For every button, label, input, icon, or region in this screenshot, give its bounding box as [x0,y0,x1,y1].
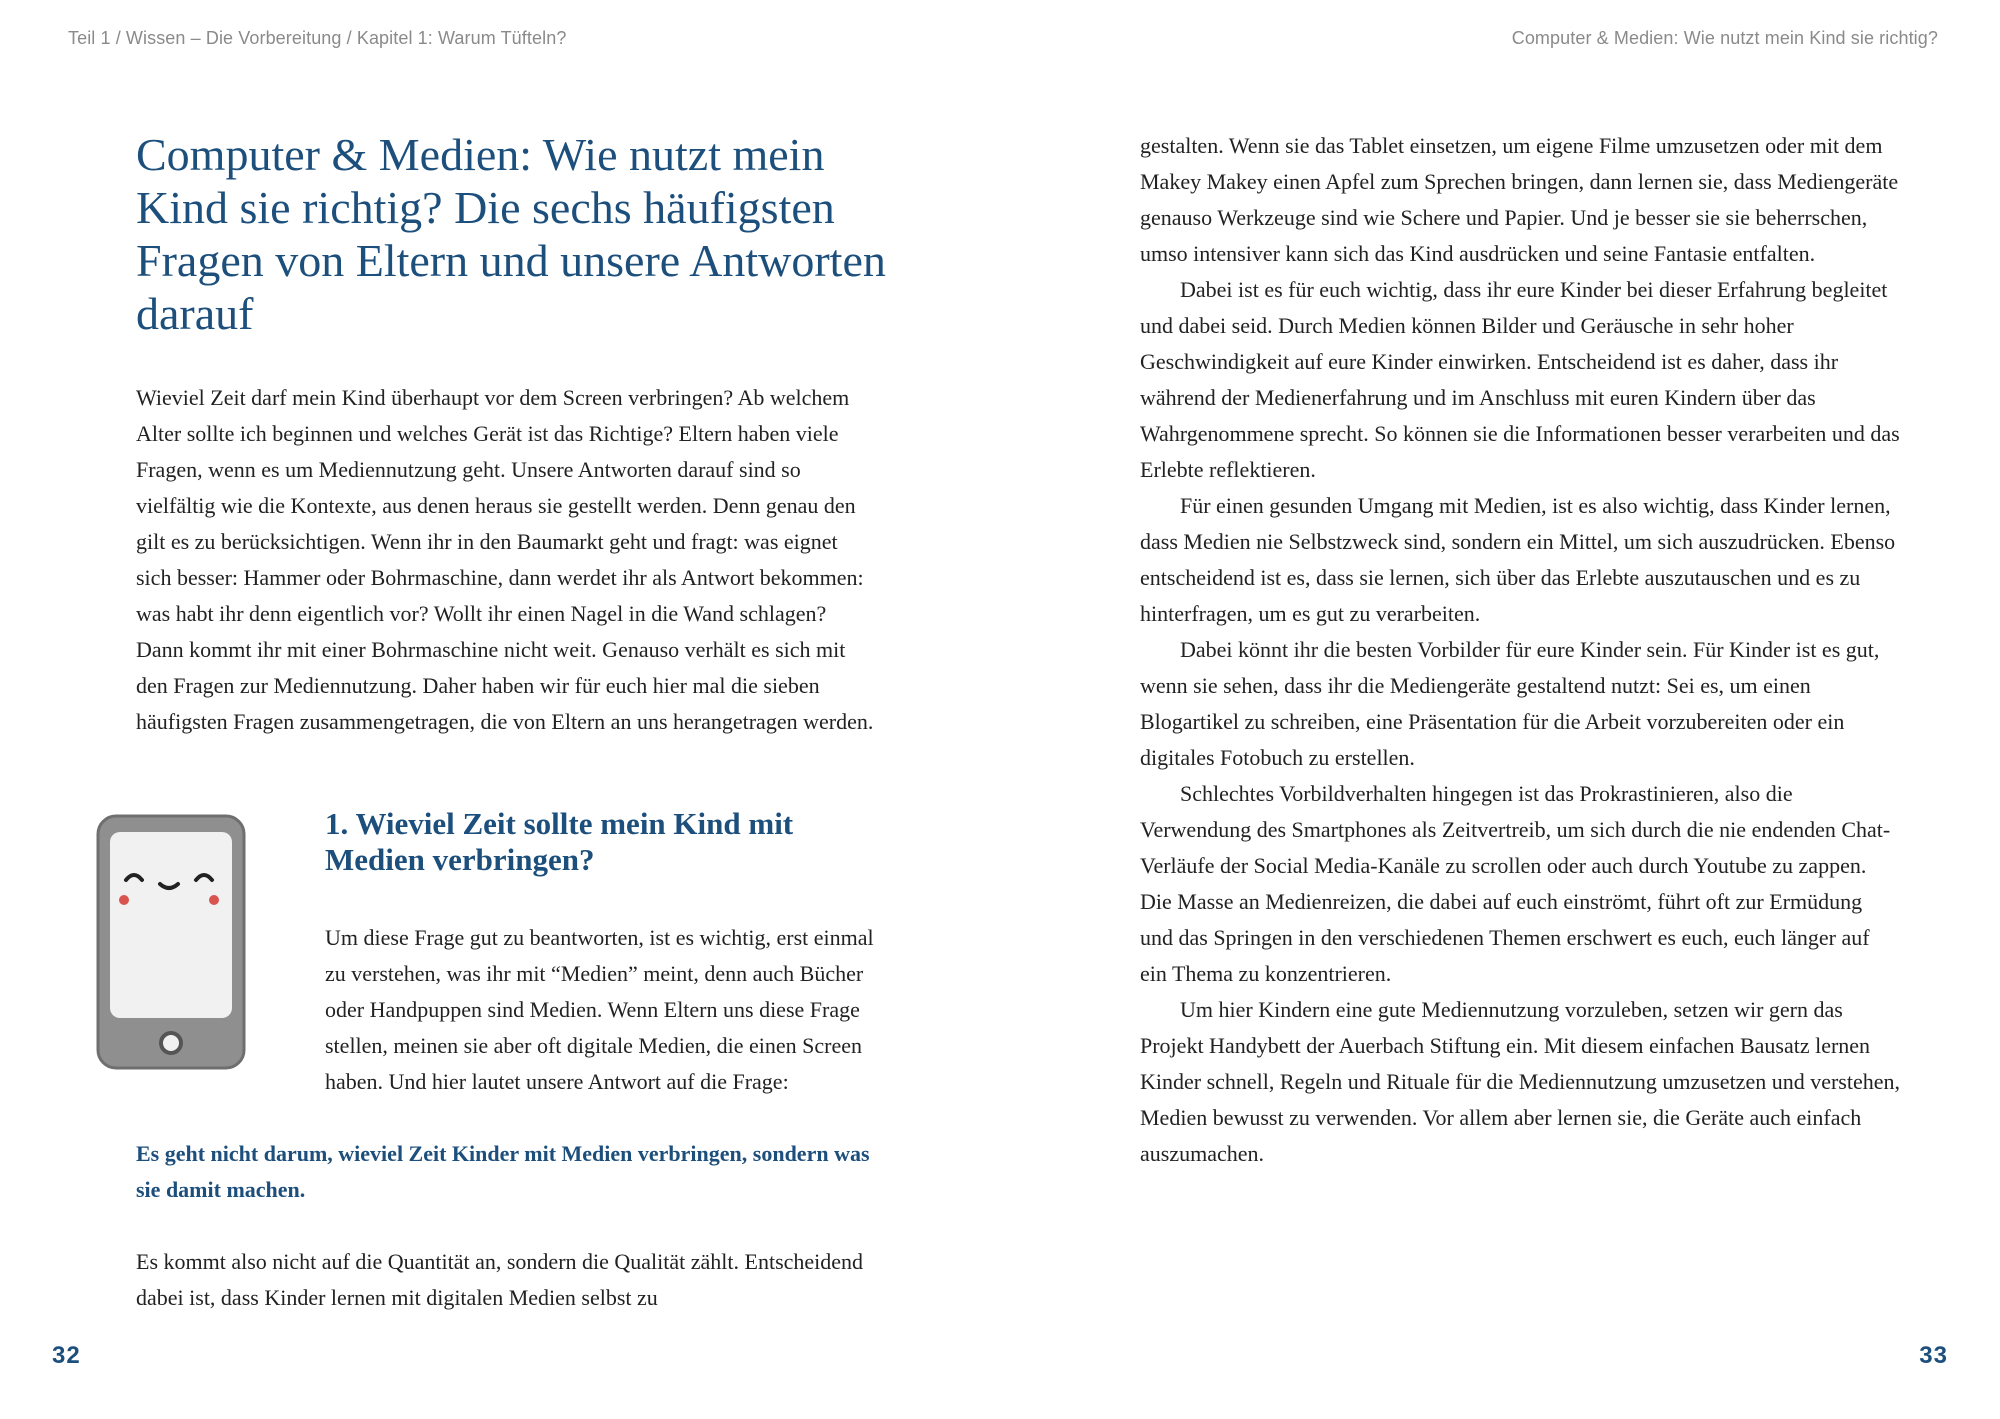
running-head-right: Computer & Medien: Wie nutzt mein Kind sie richtig? [1511,28,1938,48]
continuation-paragraph: Es kommt also nicht auf die Quantität an, sondern die Qualität zählt. Entscheidend dabei ist, dass Kinder lernen mit digitalen Medien selbst zu [136,1249,864,1310]
right-page [1000,0,2000,1419]
page-number-right: 33 [1919,1342,1948,1369]
section-title: 1. Wieviel Zeit sollte mein Kind mit Medien verbringen? [325,806,794,877]
chapter-title: Computer & Medien: Wie nutzt mein Kind sie richtig? Die sechs häufigsten Fragen von Eltern und unsere Antworten darauf [136,129,886,339]
paragraph: Dabei ist es für euch wichtig, dass ihr eure Kinder bei dieser Erfahrung begleitet und dabei seid. Durch Medien können Bilder und Geräusche in sehr hoher Geschwindigkeit auf eure Kinder einwirken. Entscheidend ist es daher, dass ihr während der Medienerfahrung und im Anschluss mit euren Kindern über das Wahrgenommene sprecht. So können sie die Informationen besser verarbeiten und das Erlebte reflektieren. [1140,277,1900,482]
running-head-left: Teil 1 / Wissen – Die Vorbereitung / Kapitel 1: Warum Tüfteln? [68,28,567,48]
page-number-left: 32 [52,1342,81,1369]
section-body: Um diese Frage gut zu beantworten, ist es wichtig, erst einmal zu verstehen, was ihr mit “Medien” meint, denn auch Bücher oder Handpuppen sind Medien. Wenn Eltern uns diese Frage stellen, meinen sie aber oft digitale Medien, die einen Screen haben. Und hier lautet unsere Antwort auf die Frage: [325,925,874,1094]
intro-paragraph: Wieviel Zeit darf mein Kind überhaupt vor dem Screen verbringen? Ab welchem Alter sollte ich beginnen und welches Gerät ist das Richtige? Eltern haben viele Fragen, wenn es um Mediennutzung geht. Unsere Antworten darauf sind so vielfältig wie die Kontexte, aus denen heraus sie gestellt werden. Denn genau den gilt es zu berücksichtigen. Wenn ihr in den Baumarkt geht und fragt: was eignet sich besser: Hammer oder Bohrmaschine, dann werdet ihr als Antwort bekommen: was habt ihr denn eigentlich vor? Wollt ihr einen Nagel in die Wand schlagen? Dann kommt ihr mit einer Bohrmaschine nicht weit. Genauso verhält es sich mit den Fragen zur Mediennutzung. Daher haben wir für euch hier mal die sieben häufigsten Fragen zusammengetragen, die von Eltern an uns herangetragen werden. [136,385,874,734]
right-column-text [1140,128,1900,1172]
smiling-phone-icon [92,812,252,1074]
paragraph: Dabei könnt ihr die besten Vorbilder für eure Kinder sein. Für Kinder ist es gut, wenn sie sehen, dass ihr die Mediengeräte gestaltend nutzt: Sei es, um einen Blogartikel zu schreiben, eine Präsentation für die Arbeit vorzubereiten oder ein digitales Fotobuch zu erstellen. [1140,637,1880,770]
paragraph: Schlechtes Vorbildverhalten hingegen ist das Prokrastinieren, also die Verwendung des Smartphones als Zeitvertreib, um sich durch die nie endenden Chat-Verläufe der Social Media-Kanäle zu scrollen oder auch durch Youtube zu zappen. Die Masse an Medienreizen, die dabei auf euch einströmt, führt oft zur Ermüdung und das Springen in den verschiedenen Themen erschwert es euch, euch länger auf ein Thema zu konzentrieren. [1140,781,1891,986]
paragraph: gestalten. Wenn sie das Tablet einsetzen, um eigene Filme umzusetzen oder mit dem Makey Makey einen Apfel zum Sprechen bringen, dann lernen sie, dass Mediengeräte genauso Werkzeuge sind wie Schere und Papier. Und je besser sie sie beherrschen, umso intensiver kann sich das Kind ausdrücken und seine Fantasie entfalten. [1140,133,1899,266]
emphasis-statement: Es geht nicht darum, wieviel Zeit Kinder mit Medien verbringen, sondern was sie damit machen. [136,1141,870,1202]
paragraph: Um hier Kindern eine gute Mediennutzung vorzuleben, setzen wir gern das Projekt Handybett der Auerbach Stiftung ein. Mit diesem einfachen Bausatz lernen Kinder schnell, Regeln und Rituale für die Mediennutzung umzusetzen und verstehen, Medien bewusst zu verwenden. Vor allem aber lernen sie, die Geräte auch einfach auszumachen. [1140,997,1901,1166]
paragraph: Für einen gesunden Umgang mit Medien, ist es also wichtig, dass Kinder lernen, dass Medien nie Selbstzweck sind, sondern ein Mittel, um sich auszudrücken. Ebenso entscheidend ist es, dass sie lernen, sich über das Erlebte auszutauschen und es zu hinterfragen, um es gut zu verarbeiten. [1140,493,1896,626]
